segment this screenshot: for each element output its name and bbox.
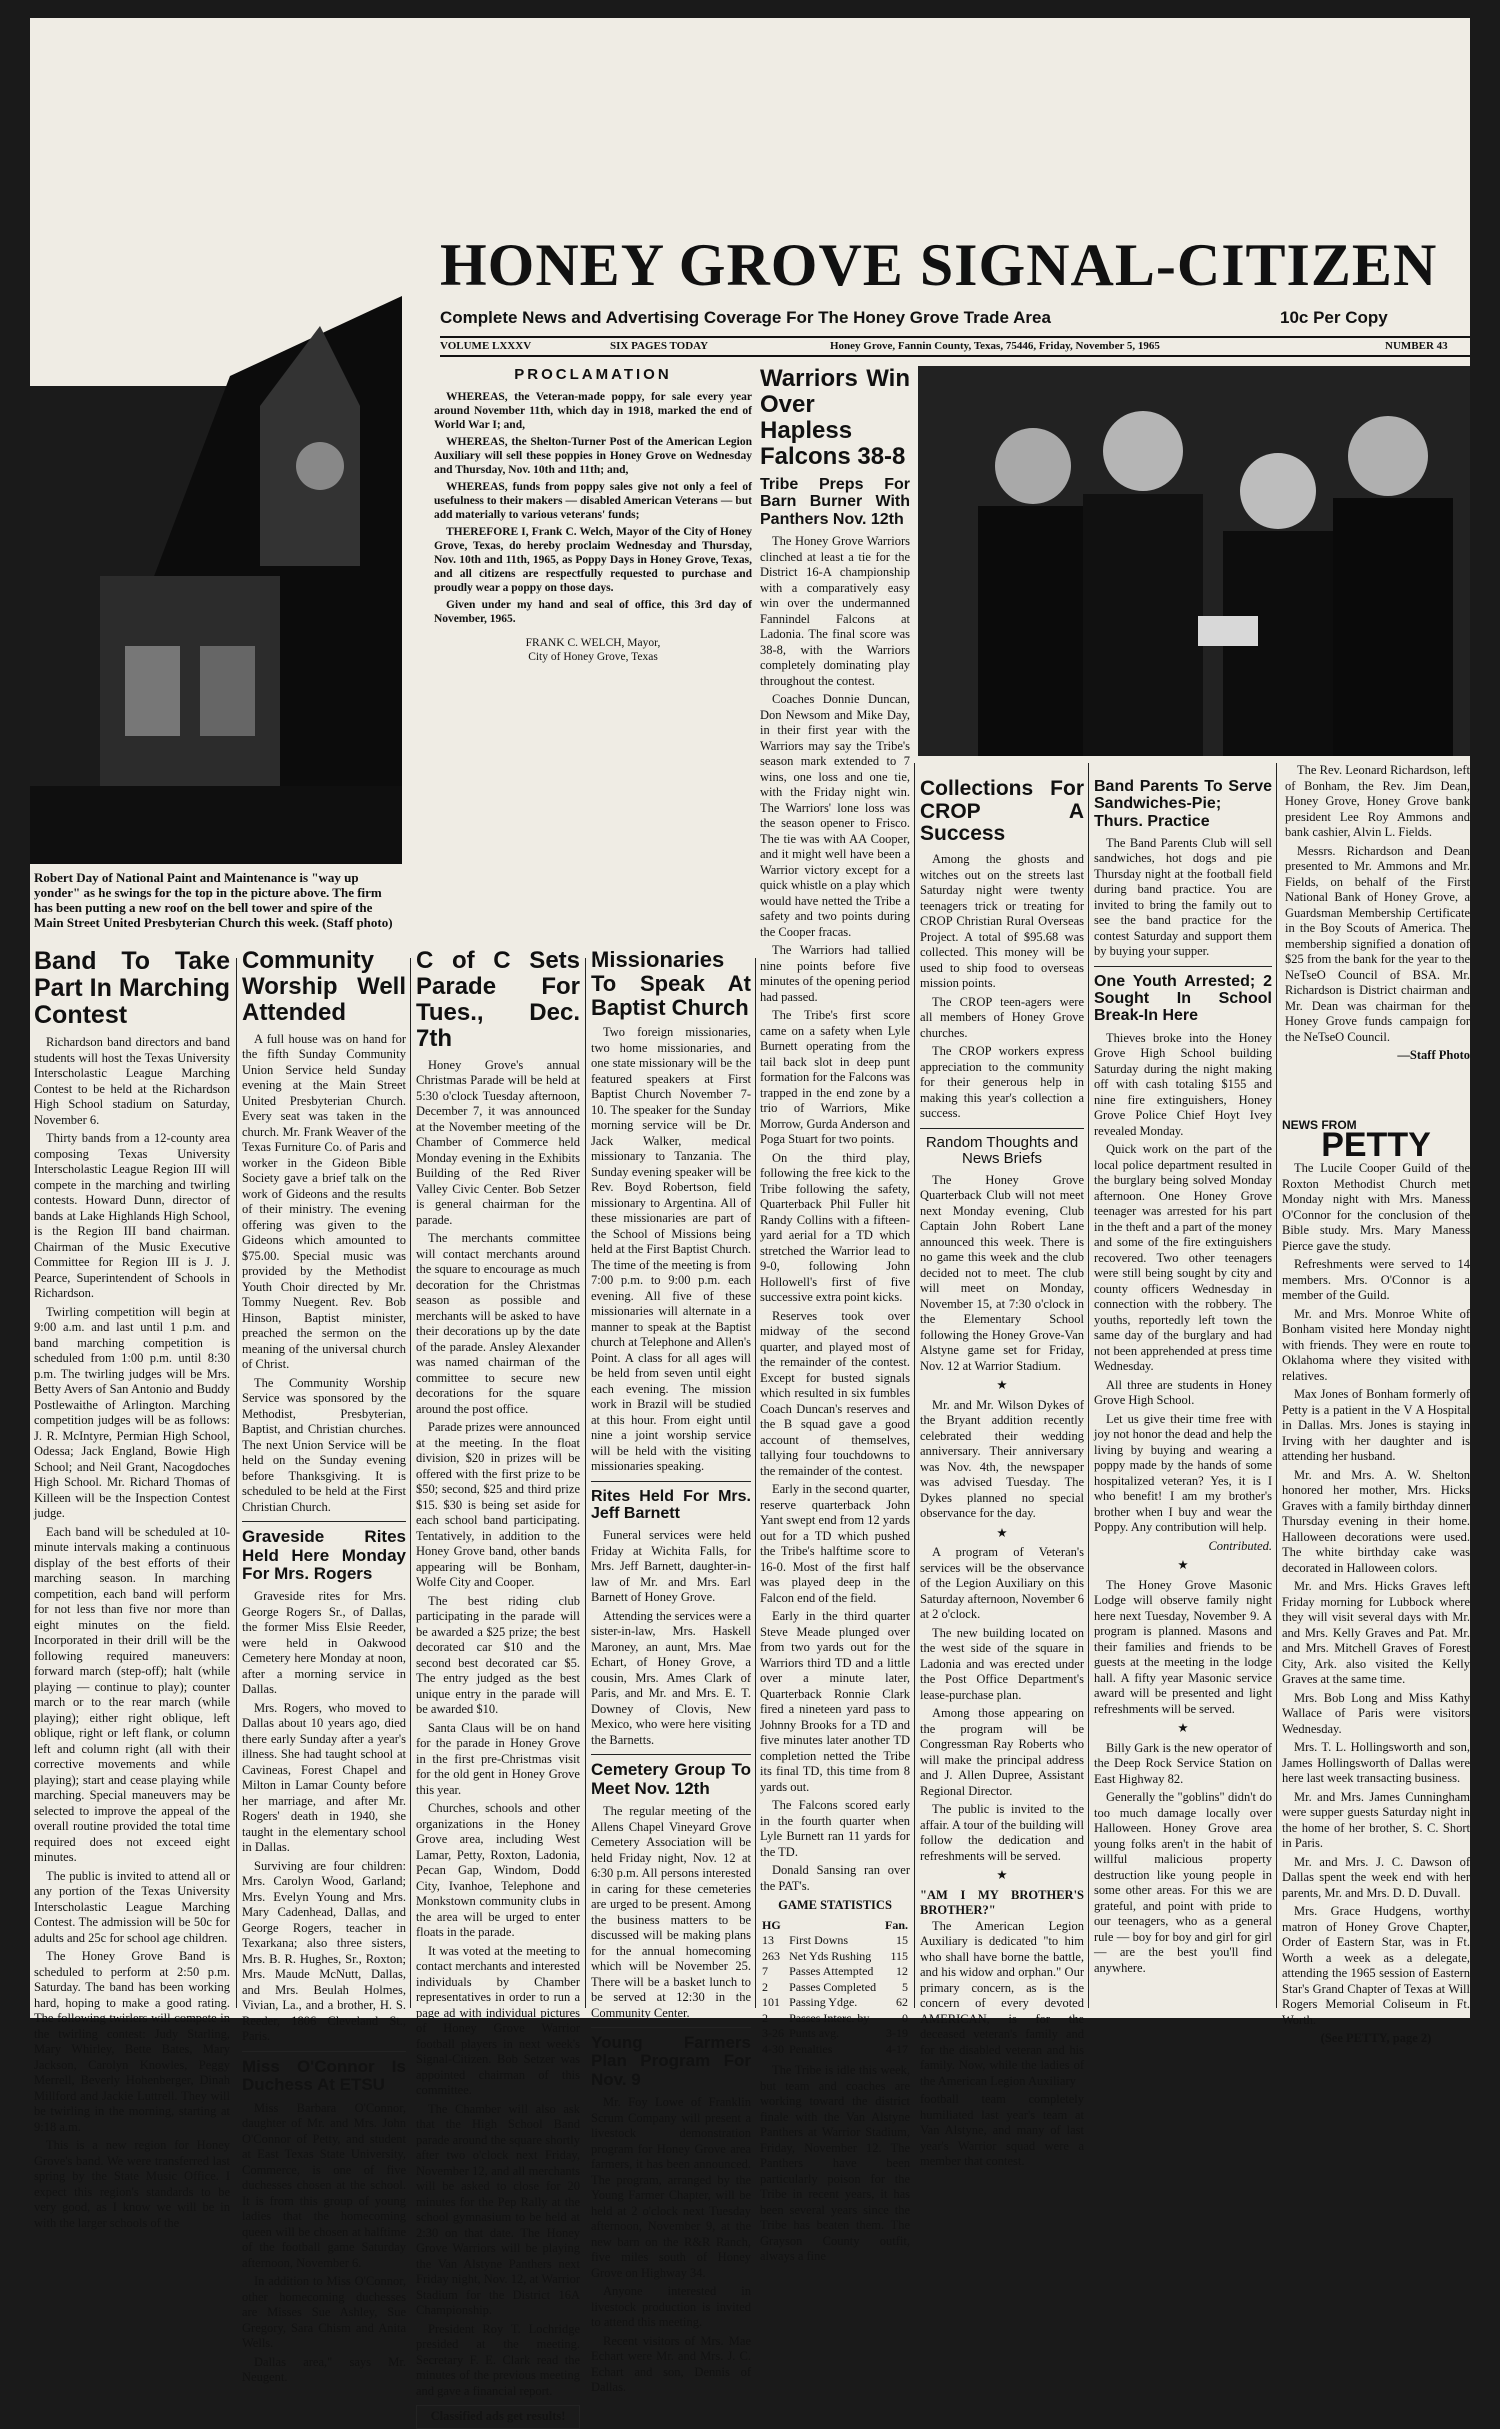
petty-para: Mr. and Mrs. A. W. Shelton honored her mother, Mrs. Hicks Graves with a family birthday dinner Thursday evening in their home. Halloween decorations were used. The white birthday cake was decorated in Halloween colors.	[1282, 1467, 1470, 1575]
stats-row	[760, 1933, 910, 1949]
crop-para: Among the ghosts and witches out on the streets last Saturday night were twenty teenagers trick or treating for CROP Christian Rural Overseas Project. A total of $95.68 was collected. This money will be used to ship food to overseas mission points.	[920, 852, 1084, 991]
masthead-tagline: Complete News and Advertising Coverage For The Honey Grove Trade Area	[440, 308, 1051, 327]
game-stats-table	[760, 1918, 910, 2058]
band-para: Each band will be scheduled at 10-minute intervals making a continuous display of the best efforts of their marching season. In marching competition, each band will perform for not less than five nor more than eight minutes on the field. Incorporated in their drill will be the following required maneuvers: forward march (step-off); halt (while playing — continue to play); counter march or to the rear march (while playing); either right oblique, left oblique, right or left flank, or column left and column right (all with their corrective movements and while playing); start and cease playing while marching. Special maneuvers may be selected to improve the appeal of the overall routine provided the total time required does not exceed eight minutes.	[34, 1524, 230, 1864]
warriors-para: The Falcons scored early in the fourth quarter when Lyle Burnett ran 11 yards for the TD.	[760, 1798, 910, 1859]
community-column	[242, 947, 406, 2385]
crop-para: The CROP teen-agers were all members of Honey Grove churches.	[920, 994, 1084, 1040]
warriors-para: On the third play, following the free kick to the Tribe following the safety, Quarterback Phil Fuller hit Randy Collins with a fifteen-yard aerial for a TD which stretched the Warrior lead to 9-0, following John Hollowell's first of five successive extra point kicks.	[760, 1150, 910, 1305]
random-para: Mr. and Mr. Wilson Dykes of the Bryant addition recently celebrated their wedding anniversary. Their anniversary was Nov. 4th, the newspaper was advised Tuesday. The Dykes planned no special observance for the day.	[920, 1397, 1084, 1521]
dateline: Honey Grove, Fannin County, Texas, 75446, Friday, November 5, 1965	[830, 340, 1160, 352]
stats-cell: Fan.	[884, 1917, 908, 1932]
random-headline: Random Thoughts and News Briefs	[925, 1133, 1079, 1167]
classified-ad-box: Classified ads get results!	[416, 2405, 580, 2429]
sandwich-youth-column	[1094, 778, 1272, 2008]
random-para: The public is invited to the affair. A tour of the building will follow the dedication and refreshments will be served.	[920, 1802, 1084, 1863]
oconnor-para: In addition to Miss O'Connor, other homecoming duchesses are Misses Sue Ashley, Sue Gregory, Sara Chism and Anita Wells.	[242, 2274, 406, 2351]
column-rule	[1088, 763, 1089, 2008]
petty-para: Mr. and Mrs. Hicks Graves left Friday morning for Lubbock where they will visit several days with Mr. and Mrs. Kelly Graves and Pat. Mr. and Mrs. Mitchell Graves of Forest City, Ark. also visited the Kelly Graves at the same time.	[1282, 1579, 1470, 1686]
community-para: The Community Worship Service was sponsored by the Methodist, Presbyterian, Baptist, and Christian churches. The next Union Service will be held on the Sunday evening before Thanksgiving. It is scheduled to be held at the First Christian Church.	[242, 1375, 406, 1514]
warriors-para: Donald Sansing ran over the PAT's.	[760, 1863, 910, 1893]
stats-cell: Penalties	[789, 2041, 833, 2056]
game-stats-title: GAME STATISTICS	[778, 1898, 892, 1913]
missionaries-para: Two foreign missionaries, two home missionaries, and one state missionary will be the featured speakers at First Baptist Church November 7-10. The speaker for the Sunday morning service will be Dr. Jack Walker, medical missionary to Tanzania. The Sunday evening speaker will be Rev. Boyd Robertson, field missionary to Argentina. All of these missionaries are part of the School of Missions being held at the First Baptist Church. The time of the meeting is from 7:00 p.m. to 9:00 p.m. each evening. All five of these missionaries will alternate in a manner to speak at the Baptist church at Telephone and Allen's Point. A class for all ages will be held from seven until eight each evening. The mission work in Brazil will be studied at this hour. From eight until nine a joint worship service will be held with the visiting missionaries speaking.	[591, 1025, 751, 1474]
sandwiches-para: The Band Parents Club will sell sandwiches, hot dogs and pie Thursday night at the football field during band practice. You are invited to bring the family out to see the band practice for the contest Saturday and support them by buying your supper.	[1094, 835, 1272, 959]
crop-random-column	[920, 777, 1084, 2169]
youth-para: All three are students in Honey Grove High School.	[1094, 1377, 1272, 1408]
divider	[242, 1521, 406, 1522]
petty-para: Mrs. Bob Long and Miss Kathy Wallace of Paris were visitors Wednesday.	[1282, 1690, 1470, 1736]
stats-cell: 15	[896, 1933, 908, 1948]
stats-cell: 2	[762, 2010, 768, 2025]
handshake-illustration	[918, 366, 1470, 756]
divider	[242, 2051, 406, 2052]
stats-row	[760, 2011, 910, 2027]
divider	[591, 2027, 751, 2028]
stats-row	[760, 2026, 910, 2042]
proclamation-para: WHEREAS, funds from poppy sales give not only a feel of usefulness to their makers — disabled American Veterans — but add materially to various veterans' funds;	[434, 481, 752, 521]
community-headline: Community Worship Well Attended	[242, 947, 406, 1026]
mayor-title: City of Honey Grove, Texas	[528, 651, 658, 663]
band-para: The Honey Grove Band is scheduled to perform at 2:50 p.m. Saturday. The band has been working hard, hoping to make a good rating. The following twirlers will compete in the twirling contest: Judy Starling, Mary Whirley, Bette Bates, Mary Jackson, Carolyn Knowles, Peggy Merrell, Beverly Hohenberger, Dinah Millford and Jackie Luttrell. They will be twirling in the morning, starting at 9:18 a.m.	[34, 1949, 230, 2134]
stats-cell: 4-30	[762, 2041, 784, 2056]
stats-cell: Punts avg.	[789, 2026, 840, 2041]
proclamation-para: WHEREAS, the Veteran-made poppy, for sale every year around November 11th, which day in 1918, marked the end of World War I; and,	[434, 391, 752, 431]
parade-para: The best riding club participating in the parade will be awarded a $25 prize; the best decorated car $10 and the second best decorated car $5. The entry judged as the best unique entry in the parade will be awarded $10.	[416, 1593, 580, 1717]
rogers-headline: Graveside Rites Held Here Monday For Mrs. Rogers	[242, 1527, 406, 1583]
column-rule	[585, 958, 586, 2008]
divider	[1094, 966, 1272, 967]
random-para: A program of Veteran's services will be the observance of the Legion Auxiliary on this Saturday afternoon, November 6 at 2 o'clock.	[920, 1545, 1084, 1622]
divider	[920, 1128, 1084, 1129]
mayor-signature: FRANK C. WELCH, Mayor,	[525, 637, 661, 649]
stats-cell: 7	[762, 1964, 768, 1979]
warriors-subhead: Tribe Preps For Barn Burner With Panthers Nov. 12th	[760, 475, 910, 528]
proclamation-title: PROCLAMATION	[514, 366, 672, 383]
warriors-para: Reserves took over midway of the second quarter, and played most of the remainder of the contest. Except for busted signals which resulted in six fumbles Coach Duncan's reserves and the B squad gave a good account of themselves, tallying four touchdowns to the remainder of the contest.	[760, 1308, 910, 1478]
handshake-caption	[1285, 763, 1470, 1108]
star-separator: ★	[1177, 1721, 1189, 1736]
random-para: The Honey Grove Quarterback Club will not meet next Monday evening, Club Captain John Robert Lane announced this week. There is no game this week and the club decided not to meet. The club will meet on Monday, November 15, at 7:30 o'clock in the Elementary School following the Honey Grove-Van Alstyne game set for Friday, Nov. 12 at Warrior Stadium.	[920, 1172, 1084, 1373]
band-para: Thirty bands from a 12-county area composing Texas University Interscholastic League Region III will compete in the marching and twirling contests. Howard Dunn, director of bands at Lake Highlands High School, is the Region III band chairman. Chairman of the Music Executive Committee for Region III is J. J. Pearce, Superintendent of Schools in Richardson.	[34, 1131, 230, 1300]
petty-kicker: NEWS FROM	[1282, 1118, 1357, 1132]
barnett-para: Funeral services were held Friday at Wichita Falls, for Mrs. Jeff Barnett, daughter-in-law of Mr. and Mrs. Earl Barnett of Honey Grove.	[591, 1528, 751, 1605]
warriors-para: Coaches Donnie Duncan, Don Newsom and Mike Day, in their first year with the Warriors may say the Tribe's season mark extended to 7 wins, one loss and one tie, with the Friday night win. The Warriors' lone loss was the season opener to Frisco. The tie was with AA Cooper, and it might well have been a Warrior victory except for a quick whistle on a play which would have netted the Tribe a safety and two points during the Cooper fracas.	[760, 692, 910, 939]
warriors-para: The Tribe's first score came on a safety when Lyle Burnett operating from the tail back slot in deep punt formation for the Falcons was trapped in the end zone by a trio of Warriors, Mike Morrow, Gurda Anderson and Poga Stuart for two points.	[760, 1008, 910, 1147]
stats-cell: 2	[762, 1979, 768, 1994]
youth-headline: One Youth Arrested; 2 Sought In School Break-In Here	[1094, 972, 1272, 1025]
divider	[591, 1754, 751, 1755]
random-para: The Honey Grove Masonic Lodge will observe family night here next Tuesday, November 9. A program is planned. Masons and their families and friends to be guests at the meeting in the lodge hall. A fifty year Masonic service award will be presented and light refreshments will be served.	[1094, 1577, 1272, 1716]
photo-credit: —Staff Photo	[1397, 1048, 1470, 1062]
stats-cell: 3-19	[886, 2026, 908, 2041]
stats-cell: 13	[762, 1933, 774, 1948]
stats-cell: Passes Interc. by	[789, 2010, 870, 2025]
petty-para: Mr. and Mrs. James Cunningham were supper guests Saturday night in the home of her brother, S. C. Short in Paris.	[1282, 1789, 1470, 1850]
stats-cell: 115	[890, 1948, 908, 1963]
barnett-para: Attending the services were a sister-in-law, Mrs. Haskell Maroney, an aunt, Mrs. Mae Echart, of Honey Grove, a cousin, Mrs. Ames Clark of Paris, and Mr. and Mrs. E. T. Downey of Clovis, New Mexico, who were here visiting the Barnetts.	[591, 1608, 751, 1747]
random-para: Among those appearing on the program will be Congressman Ray Roberts who will make the principal address and J. Allen Dupree, Assistant Regional Director.	[920, 1706, 1084, 1798]
church-tower-illustration	[30, 146, 402, 864]
petty-para: Mrs. Grace Hudgens, worthy matron of Honey Grove Chapter, Order of Eastern Star, was in Ft. Worth a week as a delegate, attending the 1965 session of Eastern Star's Grand Chapter of Texas at Will Rogers Memorial Coliseum in Ft. Worth.	[1282, 1904, 1470, 2027]
parade-para: The Chamber will also ask that the High School Band parade around the square shortly after two o'clock next Friday, November 12, and all merchants will be asked to close for 20 minutes for the Pep Rally at the school gymnasium to be held at 2:30 on that date. The Honey Grove Warriors will be playing the Van Alstyne Panthers next Friday night, Nov. 12, at Warrior Stadium for the District 16A Championship.	[416, 2101, 580, 2318]
band-para: The public is invited to attend all or any portion of the Texas University Interscholastic League Marching Contest. The admission will be 50c for adults and 25c for school age children.	[34, 1868, 230, 1945]
crop-headline: Collections For CROP A Success	[920, 777, 1084, 846]
column-rule	[236, 958, 237, 2008]
price: 10c Per Copy	[1280, 308, 1388, 327]
warriors-story	[760, 365, 910, 2264]
column-rule	[755, 958, 756, 2008]
band-story	[34, 947, 230, 2230]
masthead-title: HONEY GROVE SIGNAL-CITIZEN	[440, 232, 1438, 298]
parade-story	[416, 947, 580, 2424]
stats-cell: 4-17	[886, 2041, 908, 2056]
stats-header-row	[760, 1918, 910, 1934]
column-rule	[1276, 763, 1277, 2008]
youth-para: Thieves broke into the Honey Grove High School building Saturday during the night making off with cash totaling $155 and nine fire extinguishers, Honey Grove Police Chief Hoyt Ivey revealed Monday.	[1094, 1030, 1272, 1138]
handshake-caption-text: The Rev. Leonard Richardson, left of Bonham, the Rev. Jim Dean, Honey Grove, Honey Grove bank president Lee Roy Ammons and bank cashier, Alvin L. Fields.	[1285, 763, 1470, 839]
petty-column	[1282, 1118, 1470, 2045]
farmers-para: Anyone interested in livestock production is invited to attend this meeting.	[591, 2284, 751, 2330]
stats-row	[760, 2042, 910, 2058]
volume: VOLUME LXXXV	[440, 340, 532, 352]
stats-cell: 5	[902, 1979, 908, 1994]
proclamation-para: THEREFORE I, Frank C. Welch, Mayor of the City of Honey Grove, Texas, do hereby proclaim Wednesday and Thursday, Nov. 10th and 11th, 1965, as Poppy Days in Honey Grove, Texas, and all citizens are respectfully requested to purchase and proudly wear a poppy on those days.	[434, 526, 752, 594]
farmers-headline: Young Farmers Plan Program For Nov. 9	[591, 2033, 751, 2089]
proclamation	[434, 366, 752, 936]
column-rule	[410, 958, 411, 2008]
rogers-para: Graveside rites for Mrs. George Rogers Sr., of Dallas, the former Miss Elsie Reeder, were held in Oakwood Cemetery here Monday at noon, after a morning service in Dallas.	[242, 1589, 406, 1697]
stats-cell: Net Yds Rushing	[789, 1948, 872, 1963]
masthead-rule-top	[440, 336, 1470, 338]
warriors-para: Early in the third quarter Steve Meade plunged over from two yards out for the Warriors third TD and a little over a minute later, Quarterback Ronnie Clark fired a nineteen yard pass to Johnny Brooks for a TD and five minutes later another TD completion netted the Tribe its final TD, this time from 8 yards out.	[760, 1609, 910, 1794]
church-tower-photo	[30, 146, 402, 864]
stats-cell: HG	[762, 1917, 781, 1932]
contributed-credit: Contributed.	[1208, 1538, 1272, 1553]
oconnor-headline: Miss O'Connor Is Duchess At ETSU	[242, 2056, 406, 2095]
parade-headline: C of C Sets Parade For Tues., Dec. 7th	[416, 947, 580, 1052]
petty-headline: PETTY	[1321, 1125, 1431, 1164]
sandwiches-headline: Band Parents To Serve Sandwiches-Pie; Thurs. Practice	[1094, 778, 1272, 830]
petty-continued: (See PETTY, page 2)	[1320, 2031, 1432, 2045]
parade-para: Honey Grove's annual Christmas Parade will be held at 5:30 o'clock Tuesday afternoon, December 7, it was announced at the November meeting of the Chamber of Commerce held Monday evening in the Exhibits Building of the Red River Valley Civic Center. Bob Setzer is general chairman for the parade.	[416, 1057, 580, 1227]
proclamation-para: WHEREAS, the Shelton-Turner Post of the American Legion Auxiliary will sell these poppies in Honey Grove on Wednesday and Thursday, Nov. 10th and 11th; and,	[434, 436, 752, 476]
stats-row	[760, 1980, 910, 1996]
football-tail: football team completely humiliated last year's team at Van Alstyne, and many of last year's Warrior squad were a member that contest.	[920, 2092, 1084, 2169]
random-para: The new building located on the west side of the square in Ladonia and was erected under the Post Office Department's lease-purchase plan.	[920, 1625, 1084, 1702]
petty-para: The Lucile Cooper Guild of the Roxton Methodist Church met Monday night with Mrs. Maness O'Connor for the conclusion of the Bible study. Mrs. Mary Maness Pierce gave the study.	[1282, 1161, 1470, 1253]
stats-row	[760, 1964, 910, 1980]
parade-para: Santa Claus will be on hand for the parade in Honey Grove in the first pre-Christmas visit for the old gent in Honey Grove this year.	[416, 1720, 580, 1797]
missionaries-headline: Missionaries To Speak At Baptist Church	[591, 947, 751, 1020]
stats-row	[760, 1995, 910, 2011]
stats-cell: 12	[896, 1964, 908, 1979]
masthead-rule-bottom	[440, 355, 1470, 357]
warriors-headline: Warriors Win Over Hapless Falcons 38-8	[760, 365, 910, 470]
oconnor-para: Dallas area," says Mr. Neugent.	[242, 2354, 406, 2385]
stats-cell: Passing Ydge.	[789, 1995, 858, 2010]
random-subhead: "AM I MY BROTHER'S BROTHER?"	[920, 1887, 1084, 1918]
star-separator: ★	[1177, 1558, 1189, 1573]
parade-para: The merchants committee will contact merchants around the square to encourage as much decoration for the Christmas season as possible and merchants will be asked to have their decorations up by the date of the parade. Ansley Alexander was named chairman of the committee to secure new decorations for the square around the post office.	[416, 1231, 580, 1416]
petty-para: Max Jones of Bonham formerly of Petty is a patient in the V A Hospital in Dallas. Mrs. Jones is staying in Irving with her daughter and is attending her husband.	[1282, 1387, 1470, 1463]
petty-para: Mr. and Mrs. J. C. Dawson of Dallas spent the week end with her parents, Mr. and Mrs. D. D. Duvall.	[1282, 1854, 1470, 1900]
band-para: This is a new region for Honey Grove's band. We were transferred last spring by the State Music Office. I expect this region's standards to be very good, as I know we will be in with the larger schools of the	[34, 2138, 230, 2230]
band-para: Richardson band directors and band students will host the Texas University Interscholastic League Marching Contest to be held at the Richardson High School stadium on Saturday, November 6.	[34, 1035, 230, 1127]
warriors-para: Early in the second quarter, reserve quarterback John Yant swept end from 12 yards out for a TD which pushed the Tribe's halftime score to 16-0. Most of the first half was played deep in the Falcon end of the field.	[760, 1482, 910, 1605]
parade-para: It was voted at the meeting to contact merchants and interested individuals by Chamber representatives in order to run a page ad with individual pictures of Honey Grove Warrior football players in next week's Signal-Citizen. Bob Setzer was appointed chairman of this committee.	[416, 1943, 580, 2098]
stats-cell: 62	[896, 1995, 908, 2010]
youth-para: Quick work on the part of the local police department resulted in the burglary being solved Monday afternoon. One Honey Grove teenager was arrested for his part in the theft and a part of the money and some of the fire extinguishers recovered. Two other teenagers were still being sought by city and county officers Wednesday in connection with the robbery. The youths, reportedly left town the same day of the burglary and had not been apprehended at press time Wednesday.	[1094, 1142, 1272, 1374]
band-headline: Band To Take Part In Marching Contest	[34, 947, 230, 1029]
farmers-para: Recent visitors of Mrs. Mae Echart were Mr. and Mrs. J. C. Echart and son, Dennis of Dallas.	[591, 2333, 751, 2395]
random-para: Generally the "goblins" didn't do too much damage locally over Halloween. Honey Grove area young folks aren't in the habit of willful malicious property destruction like young people in some other areas. For this we are grateful, and point with pride to our teenagers, who as a general rule — boy for boy and girl for girl — are the best you'll find anywhere.	[1094, 1790, 1272, 1975]
stats-cell: Passes Attempted	[789, 1964, 874, 1979]
petty-para: Refreshments were served to 14 members. Mrs. O'Connor is a member of the Guild.	[1282, 1257, 1470, 1302]
star-separator: ★	[996, 1868, 1008, 1883]
cemetery-headline: Cemetery Group To Meet Nov. 12th	[591, 1760, 751, 1798]
farmers-para: Mr. Foy Lowe of Franklin Scrum Company will present a livestock demonstration program for Honey Grove area farmers, it has been announced. The program, arranged by the Young Farmer Chapter, will be held at 2 o'clock next Tuesday afternoon, November 9, at the new barn on the R&R Ranch, five miles south of Honey Grove on Highway 34.	[591, 2095, 751, 2280]
youth-para: Let us give their time free with joy not honor the dead and help the living by buying and wearing a poppy made by the hands of some hospitalized veteran? Yes, it is I who benefit! I am my brother's brother when I buy and wear the Poppy. Any contribution will help.	[1094, 1411, 1272, 1535]
column-rule	[914, 763, 915, 2008]
rogers-para: Surviving are four children: Mrs. Carolyn Wood, Garland; Mrs. Evelyn Young and Mrs. Mary Cadenhead, Dallas, and George Rogers, teacher in Texarkana; also three sisters, Mrs. B. R. Hughes, Sr., Roxton; Mrs. Maude McNutt, Dallas, and Mrs. Beulah Holmes, Vivian, La., and a brother, H. S. Reeder, 1806 Cleveland St., Paris.	[242, 1858, 406, 2044]
cemetery-para: The regular meeting of the Allens Chapel Vineyard Grove Cemetery Association will be held Friday night, Nov. 12 at 6:30 p.m. All persons interested in caring for these cemeteries are urged to be present. Among the business matters to be discussed will be making plans for the annual homecoming which will be November 25. There will be a basket lunch to be served at 12:30 in the Community Center.	[591, 1804, 751, 2020]
parade-para: Parade prizes were announced at the meeting. In the float division, $20 in prizes will be offered with the first prize to be $50; second, $25 and third prize $15. $30 is being set aside for each school band participating. Tentatively, in addition to the Honey Grove band, other bands appearing will be Bonham, Wolfe City and Cooper.	[416, 1420, 580, 1590]
barnett-headline: Rites Held For Mrs. Jeff Barnett	[591, 1487, 751, 1523]
warriors-para: The Honey Grove Warriors clinched at least a tie for the District 16-A championship with a comparatively easy win over the undermanned Fannindel Falcons at Ladonia. The final score was 38-8, with the Warriors completely dominating play throughout the contest.	[760, 534, 910, 688]
stats-row	[760, 1949, 910, 1965]
parade-para: President Roy T. Lochridge presided at the meeting. Secretary F. E. Clark read the minutes of the previous meeting and gave a financial report.	[416, 2321, 580, 2398]
tower-photo-caption: Robert Day of National Paint and Maintenance is "way up yonder" as he swings for the top in the picture above. The firm has been putting a new roof on the bell tower and spire of the Main Street United Presbyterian Church this week. (Staff photo)	[34, 870, 393, 930]
stats-cell: 0	[902, 2010, 908, 2025]
stats-cell: Passes Completed	[789, 1979, 877, 1994]
issue-number: NUMBER 43	[1385, 340, 1448, 352]
parade-para: Churches, schools and other organizations in the Honey Grove area, including West Lamar, Petty, Roxton, Ladonia, Pecan Gap, Windom, Dodd City, Ivanhoe, Telephone and Monkstown community clubs in the area will be urged to enter floats in the parade.	[416, 1801, 580, 1940]
pages-today: SIX PAGES TODAY	[610, 340, 709, 352]
stats-cell: 263	[762, 1948, 780, 1963]
community-para: A full house was on hand for the fifth Sunday Community Union Service held Sunday evening at the Main Street United Presbyterian Church. Every seat was taken in the church. Mr. Frank Weaver of the Texas Furniture Co. of Paris and worker in the Gideon Bible Society gave a brief talk on the work of Gideons and the results of their ministry. The evening offering was given to the Gideons which amounted to $75.00. Special music was provided by the Methodist Youth Choir directed by Mr. Tommy Nuegent. Rev. Bob Hinson, Baptist minister, preached the sermon on the meaning of the universal church of Christ.	[242, 1031, 406, 1372]
handshake-photo	[918, 366, 1470, 756]
missionaries-column	[591, 947, 751, 2395]
oconnor-para: Miss Barbara O'Connor, daughter of Mr. and Mrs. John O'Connor of Petty, and student at East Texas State University, Commerce, is one of five duchesses chosen at the school. It is from this group of young ladies that the homecoming queen will be chosen at halftime of the football game Saturday afternoon, November 6.	[242, 2100, 406, 2270]
band-para: Twirling competition will begin at 9:00 a.m. and last until 1 p.m. and band marching competition is scheduled from 1:00 p.m. until 8:30 p.m. The twirling judges will be Mrs. Betty Avers of San Antonio and Buddy Postlewaithe of Arlington. Marching competition judges will be as follows: J. R. McIntyre, Permian High School, Odessa; Jack England, Bowie High School; and Neil Grant, Nacogdoches High School. Mr. Richard Thomas of Killeen will be the Inspection Contest judge.	[34, 1304, 230, 1520]
petty-para: Mrs. T. L. Hollingsworth and son, James Hollingsworth of Dallas were here last week transacting business.	[1282, 1740, 1470, 1785]
stats-cell: 3-26	[762, 2026, 784, 2041]
stats-cell	[787, 1918, 882, 1934]
proclamation-para: Given under my hand and seal of office, this 3rd day of November, 1965.	[434, 599, 752, 625]
newspaper-page	[30, 18, 1470, 2424]
rogers-para: Mrs. Rogers, who moved to Dallas about 10 years ago, died there early Sunday after a year's illness. She had taught school at Cavineas, Forest Chapel and Milton in Lamar County before her marriage, and after Mr. Rogers' death in 1940, she taught in the elementary school in Dallas.	[242, 1700, 406, 1855]
warriors-para: The Tribe is idle this week, but team and coaches are working toward the district finale with the Van Alstyne Panthers at Warrior Stadium, Friday, November 12. The Panthers have been particularly poison for the Tribe in recent years, it has been several years since the Tribe has beaten them. The Grayson County outfit, always a fine	[760, 2063, 910, 2264]
star-separator: ★	[996, 1378, 1008, 1393]
petty-para: Mr. and Mrs. Monroe White of Bonham visited here Monday night with friends. They were en route to Oklahoma where they visited with relatives.	[1282, 1306, 1470, 1383]
random-para: Billy Gark is the new operator of the Deep Rock Service Station on East Highway 82.	[1094, 1740, 1272, 1786]
crop-para: The CROP workers express appreciation to the community for their generous help in making this year's collection a success.	[920, 1044, 1084, 1121]
divider	[591, 1481, 751, 1482]
random-para: The American Legion Auxiliary is dedicated "to him who shall have borne the battle, and his widow and orphan." Our primary concern, as is the concern of every devoted AMERICAN, is for the deceased veteran's family and for the disabled veteran and his family. Now, while the ladies of the American Legion Auxiliary	[920, 1918, 1084, 2088]
stats-cell: First Downs	[789, 1933, 849, 1948]
star-separator: ★	[996, 1525, 1008, 1540]
handshake-caption-body: Messrs. Richardson and Dean presented to Mr. Ammons and Mr. Fields, on behalf of the First National Bank of Honey Grove, a Guardsman Membership Certificate in the Boy Scouts of America. The membership signified a donation of $25 from the bank for the year to the NeTseO Council of BSA. Mr. Richardson is District chairman and Mr. Dean was chairman for the Honey Grove funds campaign for the NeTseO Council.	[1285, 843, 1470, 1044]
stats-cell: 101	[762, 1995, 780, 2010]
warriors-para: The Warriors had tallied nine points before five minutes of the opening period had passed.	[760, 943, 910, 1004]
